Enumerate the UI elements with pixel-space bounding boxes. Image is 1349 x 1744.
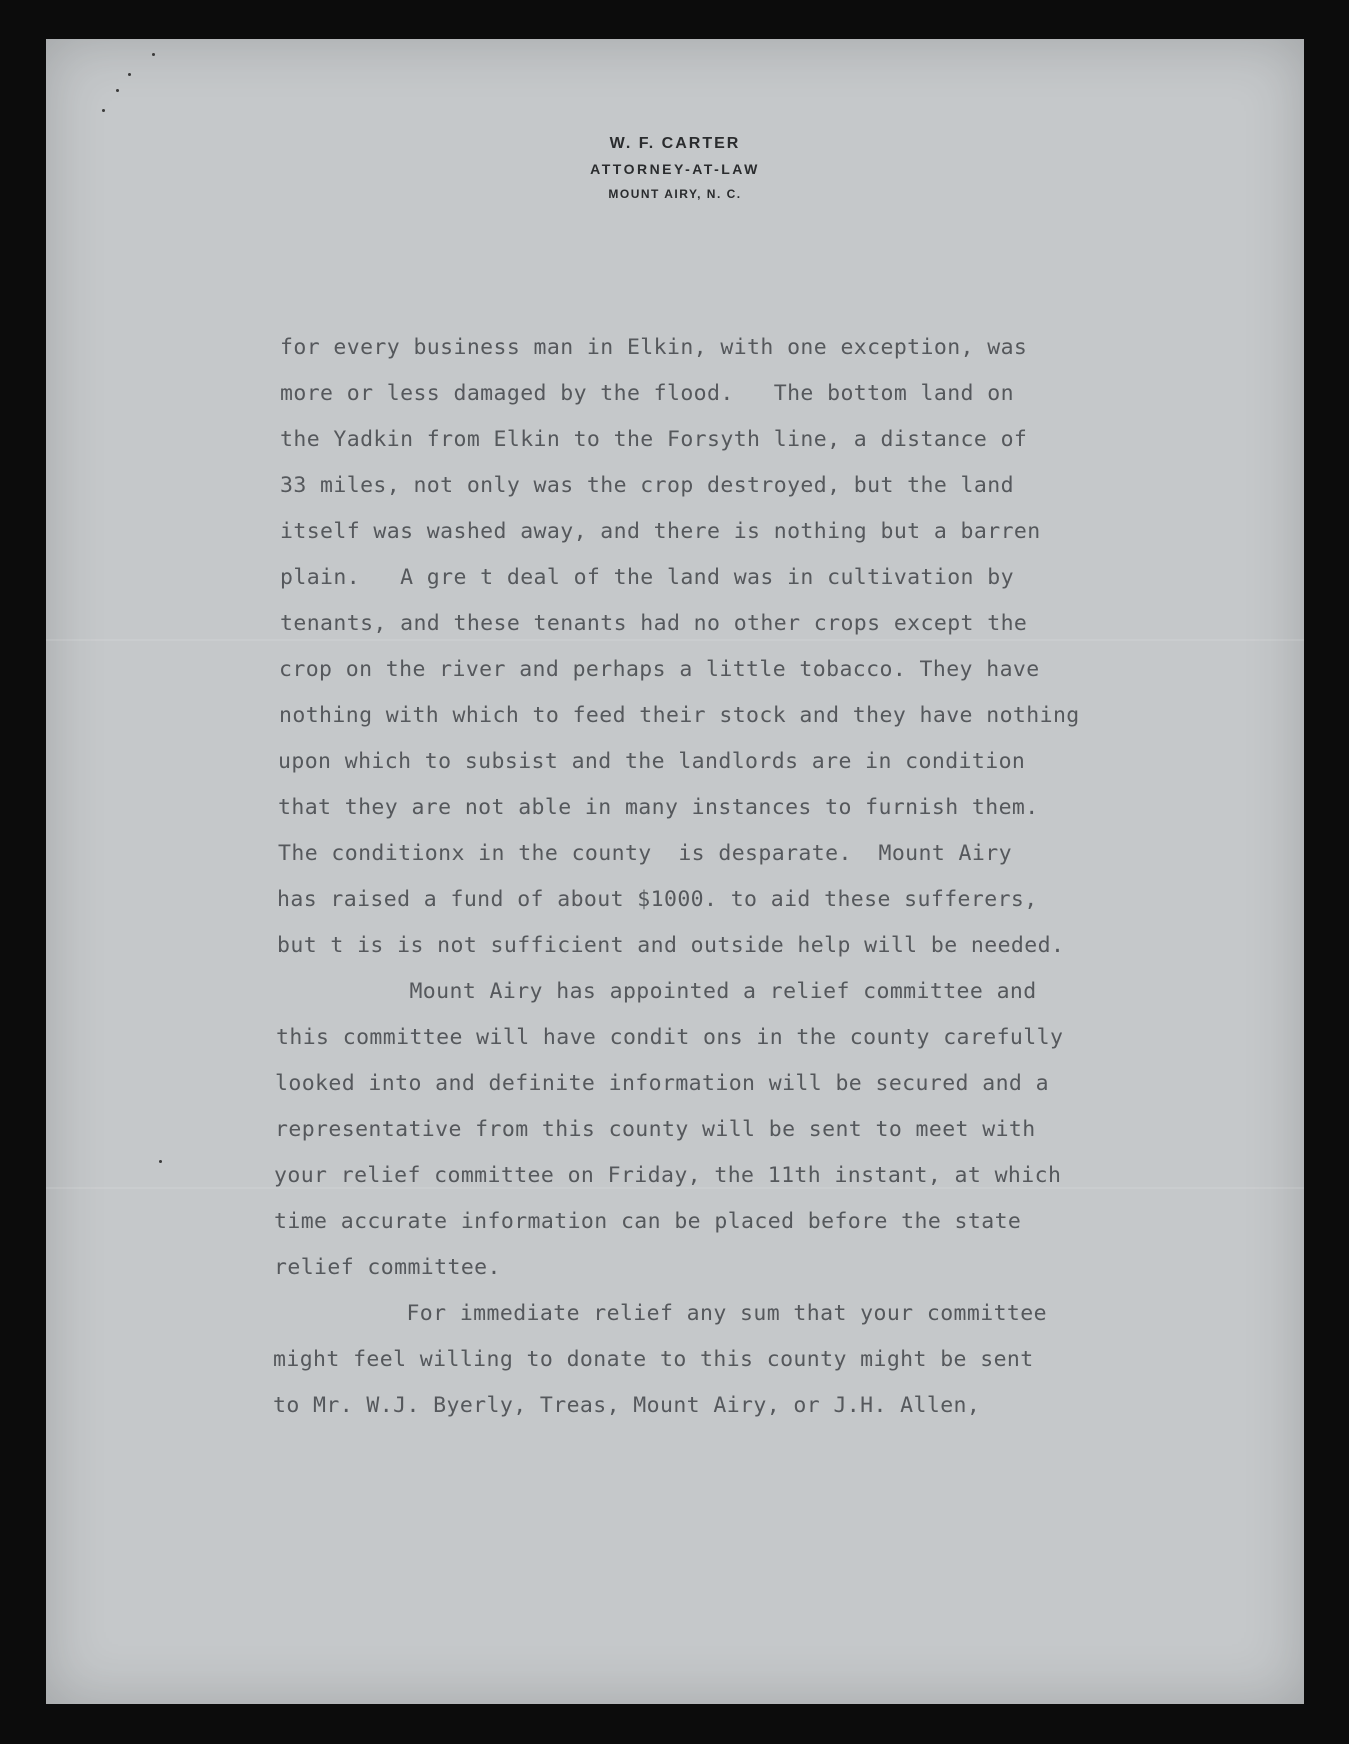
body-line: upon which to subsist and the landlords are in condition [278, 749, 1026, 774]
body-line: plain. A gre t deal of the land was in cultivation by [280, 565, 1014, 590]
body-line: relief committee. [274, 1255, 501, 1280]
paper-speck [159, 1160, 162, 1163]
body-line: representative from this county will be sent to meet with [275, 1117, 1036, 1142]
body-line: time accurate information can be placed before the state [274, 1209, 1022, 1234]
body-line: your relief committee on Friday, the 11th instant, at which [274, 1163, 1062, 1188]
paper-fold-crease [46, 639, 1304, 641]
letterhead-title: ATTORNEY-AT-LAW [590, 161, 760, 177]
body-line: that they are not able in many instances to furnish them. [278, 795, 1039, 820]
paper-speck [152, 53, 155, 56]
body-line: Mount Airy has appointed a relief committee and [276, 979, 1037, 1004]
body-line: has raised a fund of about $1000. to aid these sufferers, [277, 887, 1038, 912]
letter-page [46, 39, 1304, 1704]
body-line: crop on the river and perhaps a little tobacco. They have [279, 657, 1040, 682]
body-line: looked into and definite information will be secured and a [275, 1071, 1049, 1096]
body-line: to Mr. W.J. Byerly, Treas, Mount Airy, or J.H. Allen, [273, 1393, 981, 1418]
paper-speck [116, 89, 119, 92]
body-line: tenants, and these tenants had no other crops except the [280, 611, 1028, 636]
body-line: 33 miles, not only was the crop destroyed, but the land [280, 473, 1014, 498]
letterhead-name: W. F. CARTER [609, 135, 741, 152]
body-line: the Yadkin from Elkin to the Forsyth line, a distance of [280, 427, 1028, 452]
body-line: itself was washed away, and there is nothing but a barren [280, 519, 1041, 544]
paper-speck [102, 109, 105, 112]
body-line: might feel willing to donate to this county might be sent [273, 1347, 1034, 1372]
body-line: nothing with which to feed their stock and they have nothing [279, 703, 1080, 728]
body-line: more or less damaged by the flood. The bottom land on [280, 381, 1014, 406]
paper-speck [128, 73, 131, 76]
body-line: for every business man in Elkin, with one exception, was [280, 335, 1028, 360]
body-line: this committee will have condit ons in the county carefully [276, 1025, 1064, 1050]
body-line: For immediate relief any sum that your committee [273, 1301, 1047, 1326]
body-line: but t is is not sufficient and outside help will be needed. [277, 933, 1065, 958]
letterhead-location: MOUNT AIRY, N. C. [608, 187, 742, 201]
body-line: The conditionx in the county is desparate. Mount Airy [278, 841, 1012, 866]
